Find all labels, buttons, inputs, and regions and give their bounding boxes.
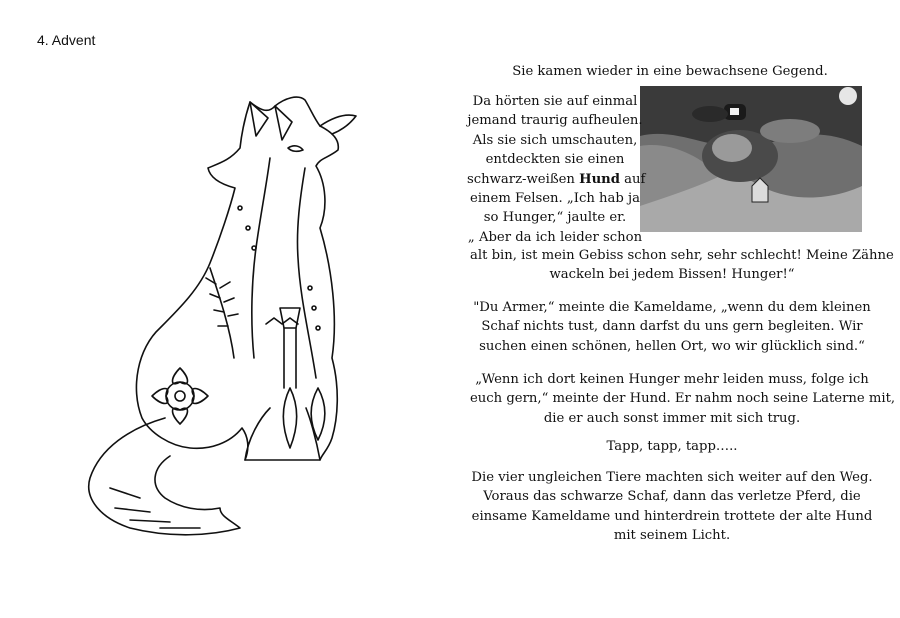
story-text: auf <box>619 171 646 187</box>
story-line: „Wenn ich dort keinen Hunger mehr leiden muss, folge ich <box>475 372 869 387</box>
story-paragraph-2 <box>470 298 874 356</box>
page-title: 4. Advent <box>37 32 96 48</box>
story-line: alt bin, ist mein Gebiss schon sehr, sehr schlecht! Meine Zähne <box>470 248 894 263</box>
story-line: einsame Kameldame und hinterdrein trottete der alte Hund <box>471 508 873 524</box>
story-paragraph-wrap <box>467 92 646 247</box>
story-line: Die vier ungleichen Tiere machten sich weiter auf den Weg. <box>471 470 873 485</box>
story-line: jemand traurig aufheulen. <box>467 113 643 129</box>
story-line: Da hörten sie auf einmal <box>472 94 638 109</box>
hund-bold-word: Hund <box>579 171 620 187</box>
story-line: "Du Armer,“ meinte die Kameldame, „wenn du dem kleinen <box>473 300 871 315</box>
story-paragraph-4: Tapp, tapp, tapp….. <box>606 439 738 454</box>
story-intro: Sie kamen wieder in eine bewachsene Gegend. <box>512 64 828 79</box>
story-line: euch gern,“ meinte der Hund. Er nahm noch seine Laterne mit, <box>470 391 896 407</box>
story-line: „ Aber da ich leider schon <box>467 229 643 245</box>
story-line: die er auch sonst immer mit sich trug. <box>543 410 801 426</box>
story-paragraph-3 <box>470 370 896 428</box>
story-line: Als sie sich umschauten, <box>472 132 638 148</box>
story-line: Voraus das schwarze Schaf, dann das verletze Pferd, die <box>483 489 861 505</box>
story-line: mit seinem Licht. <box>613 528 731 544</box>
story-line <box>467 170 646 189</box>
dog-figurine-photo <box>640 86 862 232</box>
story-paragraph-continued <box>470 246 894 285</box>
story-line: suchen einen schönen, hellen Ort, wo wir glücklich sind.“ <box>479 338 865 354</box>
howling-wolf-illustration <box>70 88 380 548</box>
story-line: entdeckten sie einen <box>485 152 625 168</box>
story-paragraph-5 <box>470 468 874 546</box>
story-text: schwarz-weißen <box>467 171 580 187</box>
story-line: einem Felsen. „Ich hab ja <box>470 191 640 207</box>
story-line: so Hunger,“ jaulte er. <box>483 210 627 226</box>
story-line: Schaf nichts tust, dann darfst du uns gern begleiten. Wir <box>481 319 863 335</box>
story-line: wackeln bei jedem Bissen! Hunger!“ <box>549 267 795 283</box>
